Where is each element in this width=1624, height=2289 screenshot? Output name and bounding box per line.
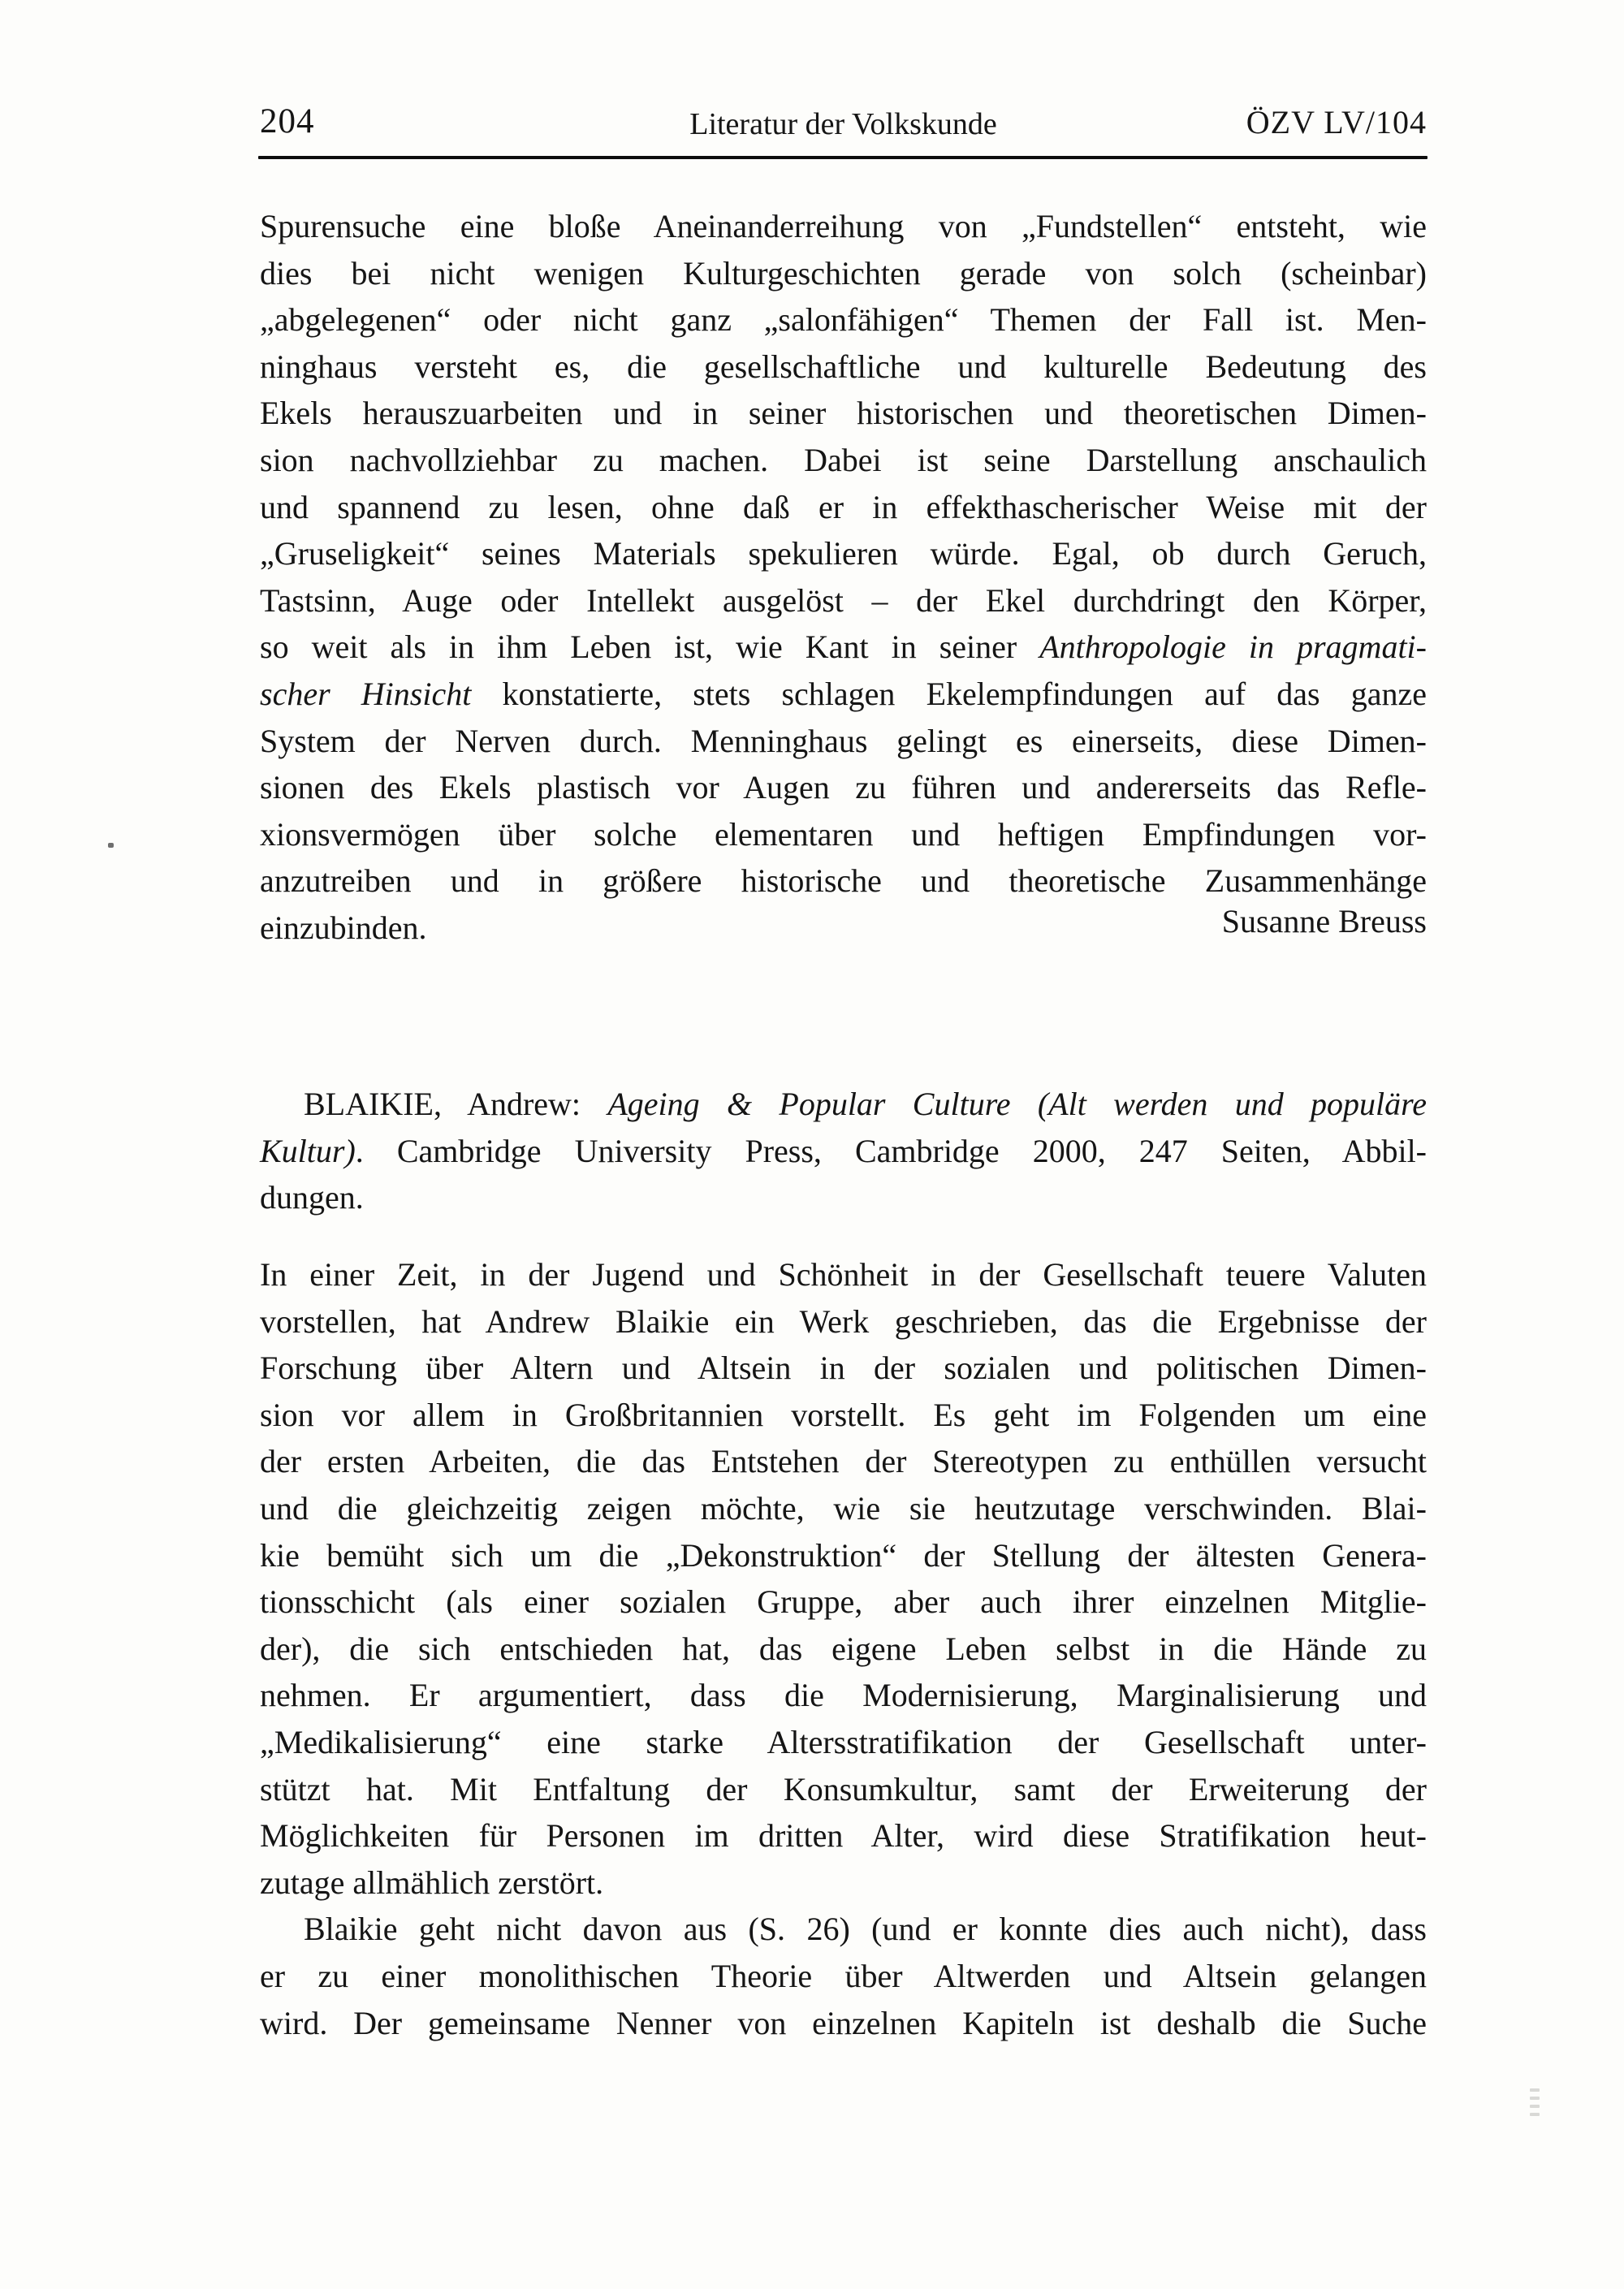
book-citation-paragraph [260, 1081, 1427, 1221]
text-line: Forschung über Altern und Altsein in der sozialen und politischen Dimen- [260, 1350, 1427, 1387]
text-line: In einer Zeit, in der Jugend und Schönheit in der Gesellschaft teuere Valuten [260, 1256, 1427, 1293]
text-line: Tastsinn, Auge oder Intellekt ausgelöst – der Ekel durchdringt den Körper, [260, 581, 1427, 619]
text-line: Blaikie geht nicht davon aus (S. 26) (und er konnte dies auch nicht), dass [304, 1911, 1427, 1948]
text-line: der ersten Arbeiten, die das Entstehen der Stereotypen zu enthüllen versucht [260, 1443, 1427, 1480]
text-line: „Medikalisierung“ eine starke Altersstratifikation der Gesellschaft unter- [260, 1723, 1427, 1760]
text-line: nehmen. Er argumentiert, dass die Modernisierung, Marginalisierung und [260, 1677, 1427, 1714]
text-line: Spurensuche eine bloße Aneinanderreihung von „Fundstellen“ entsteht, wie [260, 208, 1427, 244]
text-line: er zu einer monolithischen Theorie über Altwerden und Altsein gelangen [260, 1957, 1427, 1994]
review-closing-paragraph [260, 203, 1427, 952]
text-line: Ekels herauszuarbeiten und in seiner historischen und theoretischen Dimen- [260, 395, 1427, 432]
journal-issue-label: ÖZV LV/104 [1246, 104, 1427, 140]
text-line: einzubinden. [260, 909, 427, 946]
review-body-paragraphs [260, 1251, 1427, 2046]
text-line: und spannend zu lesen, ohne daß er in effekthascherischer Weise mit der [260, 488, 1427, 525]
text-line: sionen des Ekels plastisch vor Augen zu führen und andererseits das Refle- [260, 769, 1427, 806]
running-title: Literatur der Volkskunde [689, 107, 997, 141]
text-line: Kultur). Cambridge University Press, Cambridge 2000, 247 Seiten, Abbil- [260, 1132, 1427, 1169]
text-line: so weit als in ihm Leben ist, wie Kant in seiner Anthropologie in pragmati- [260, 628, 1427, 666]
text-line: ninghaus versteht es, die gesellschaftliche und kulturelle Bedeutung des [260, 348, 1427, 385]
text-line: „Gruseligkeit“ seines Materials spekulieren würde. Egal, ob durch Geruch, [260, 535, 1427, 572]
text-line: anzutreiben und in größere historische und theoretische Zusammenhänge [260, 862, 1427, 900]
text-line: dungen. [260, 1179, 364, 1216]
scan-speck [108, 843, 114, 848]
reviewer-signature: Susanne Breuss [1221, 903, 1427, 939]
text-line: dies bei nicht wenigen Kulturgeschichten gerade von solch (scheinbar) [260, 254, 1427, 292]
text-line: System der Nerven durch. Menninghaus gelingt es einerseits, diese Dimen- [260, 722, 1427, 759]
text-line: tionsschicht (als einer sozialen Gruppe, aber auch ihrer einzelnen Mitglie- [260, 1583, 1427, 1621]
text-line: Möglichkeiten für Personen im dritten Alter, wird diese Stratifikation heut- [260, 1817, 1427, 1855]
text-line: sion nachvollziehbar zu machen. Dabei ist seine Darstellung anschaulich [260, 441, 1427, 478]
text-line: sion vor allem in Großbritannien vorstellt. Es geht im Folgenden um eine [260, 1396, 1427, 1433]
text-line: xionsvermögen über solche elementaren und heftigen Empfindungen vor- [260, 815, 1427, 853]
text-line: der), die sich entschieden hat, das eigene Leben selbst in die Hände zu [260, 1630, 1427, 1667]
text-line: wird. Der gemeinsame Nenner von einzelnen Kapiteln ist deshalb die Suche [260, 2004, 1427, 2041]
text-line: „abgelegenen“ oder nicht ganz „salonfähigen“ Themen der Fall ist. Men- [260, 301, 1427, 339]
text-line: und die gleichzeitig zeigen möchte, wie sie heutzutage verschwinden. Blai- [260, 1489, 1427, 1527]
text-line: vorstellen, hat Andrew Blaikie ein Werk geschrieben, das die Ergebnisse der [260, 1302, 1427, 1340]
text-line: stützt hat. Mit Entfaltung der Konsumkultur, samt der Erweiterung der [260, 1770, 1427, 1807]
scan-ghost-marks [1530, 2088, 1541, 2121]
text-line: kie bemüht sich um die „Dekonstruktion“ der Stellung der ältesten Genera- [260, 1536, 1427, 1574]
text-line: zutage allmählich zerstört. [260, 1864, 604, 1901]
header-rule [258, 156, 1427, 159]
text-line: BLAIKIE, Andrew: Ageing & Popular Culture (Alt werden und populäre [304, 1086, 1427, 1122]
page-number: 204 [260, 102, 315, 140]
text-line: scher Hinsicht konstatierte, stets schlagen Ekelempfindungen auf das ganze [260, 675, 1427, 712]
